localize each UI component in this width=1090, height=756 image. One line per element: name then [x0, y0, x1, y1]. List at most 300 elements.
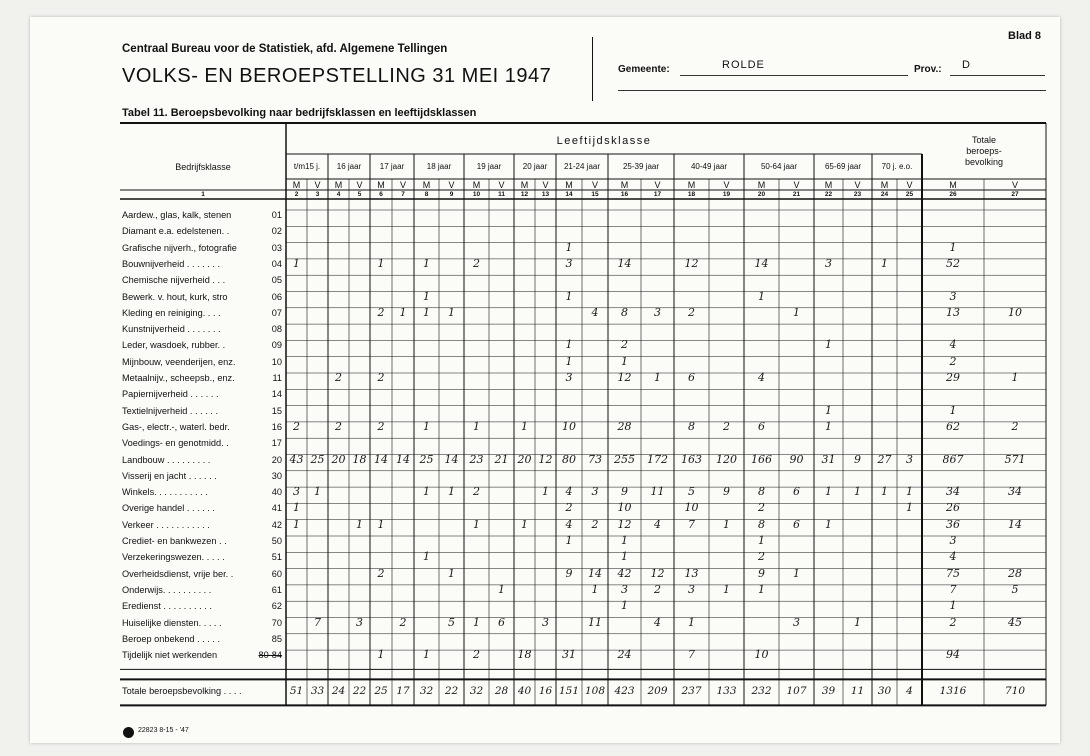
row-code: 41 [271, 503, 282, 514]
sex-header: M [880, 180, 889, 190]
cell-value: 1 [723, 517, 730, 531]
total-value: 25 [374, 685, 388, 698]
row-code: 15 [271, 405, 282, 416]
cell-value: 3 [906, 452, 913, 466]
row-label: Tijdelijk niet werkenden [122, 650, 218, 661]
cell-value: 12 [684, 256, 699, 270]
row-label: Grafische nijverh., fotografie [122, 242, 237, 253]
cell-value: 31 [562, 648, 576, 662]
cell-value: 1 [377, 256, 385, 270]
age-group-header: 18 jaar [426, 162, 452, 171]
row-code: 09 [271, 340, 282, 351]
total-value: 51 [289, 685, 304, 698]
column-number: 27 [1011, 191, 1019, 198]
cell-value: 4 [654, 615, 661, 629]
cell-value: 14 [588, 566, 602, 580]
cell-value: 8 [758, 485, 765, 499]
row-code: 42 [271, 519, 282, 530]
cell-value: 24 [617, 648, 632, 662]
cell-value: 18 [352, 452, 367, 466]
sex-header: M [824, 180, 833, 190]
sex-header: V [793, 180, 800, 190]
cell-value: 1 [565, 240, 573, 254]
column-number: 23 [853, 191, 862, 198]
row-code: 17 [271, 438, 282, 449]
cell-value: 1 [448, 485, 455, 499]
sex-header: M [620, 180, 629, 190]
row-label: Aardew., glas, kalk, stenen [122, 210, 232, 220]
row-code: 16 [271, 421, 282, 432]
cell-value: 2 [723, 419, 730, 433]
row-label: Verkeer . . . . . . . . . . . [122, 519, 210, 530]
cell-value: 1 [949, 403, 957, 417]
column-number: 24 [880, 191, 889, 198]
cell-value: 1 [448, 305, 455, 319]
column-number: 4 [336, 191, 341, 198]
cell-value: 10 [562, 419, 576, 433]
bedrijfsklasse-header: Bedrijfsklasse [175, 162, 231, 172]
cell-value: 7 [688, 648, 695, 662]
cell-value: 90 [789, 452, 804, 466]
leeftijdsklasse-header: Leeftijdsklasse [556, 135, 652, 147]
cell-value: 1 [565, 289, 573, 303]
cell-value: 1 [949, 599, 957, 613]
row-label: Verzekeringswezen. . . . . [122, 552, 225, 563]
cell-value: 73 [588, 452, 602, 466]
cell-value: 2 [377, 566, 385, 580]
cell-value: 166 [751, 452, 772, 466]
blad-number: Blad 8 [1008, 30, 1042, 42]
cell-value: 13 [946, 305, 960, 319]
sex-header: M [377, 180, 385, 190]
cell-value: 5 [448, 615, 455, 629]
cell-value: 6 [758, 419, 765, 433]
form-title: VOLKS- EN BEROEPSTELLING 31 MEI 1947 [122, 65, 552, 87]
row-label: Landbouw . . . . . . . . . [122, 454, 211, 465]
cell-value: 43 [289, 452, 304, 466]
cell-value: 2 [591, 517, 599, 531]
cell-value: 1 [825, 403, 832, 417]
cell-value: 9 [854, 452, 861, 466]
cell-value: 8 [621, 305, 628, 319]
cell-value: 1 [448, 566, 455, 580]
column-number: 13 [541, 191, 550, 198]
total-value: 107 [786, 685, 807, 698]
row-label: Overheidsdienst, vrije ber. . [122, 568, 234, 579]
cell-value: 1 [758, 534, 765, 547]
cell-value: 26 [946, 501, 960, 515]
cell-value: 31 [821, 452, 836, 466]
cell-value: 4 [654, 517, 661, 531]
cell-value: 1 [881, 485, 888, 499]
total-value: 32 [469, 685, 484, 698]
sex-header: V [906, 180, 913, 190]
totale-header: Totale [971, 135, 997, 145]
cell-value: 1 [542, 485, 549, 499]
column-number: 17 [653, 191, 662, 198]
cell-value: 20 [517, 452, 532, 466]
total-value: 423 [614, 685, 635, 698]
cell-value: 2 [377, 419, 385, 433]
cell-value: 2 [758, 501, 765, 515]
cell-value: 1 [825, 485, 832, 499]
row-code: 51 [271, 552, 282, 563]
row-code: 11 [272, 373, 282, 383]
cell-value: 1 [423, 419, 430, 433]
row-label: Onderwijs. . . . . . . . . . [122, 584, 212, 595]
cell-value: 2 [473, 648, 480, 662]
age-group-header: 40-49 jaar [690, 162, 728, 171]
cell-value: 1 [621, 354, 628, 368]
age-group-header: 16 jaar [336, 162, 362, 171]
cell-value: 12 [617, 371, 632, 384]
cell-value: 3 [542, 615, 549, 629]
cell-value: 1 [854, 485, 861, 499]
row-code: 40 [271, 487, 282, 498]
province-value: D [962, 59, 970, 71]
sex-header: V [448, 180, 455, 190]
cell-value: 12 [538, 452, 553, 466]
bureau-name: Centraal Bureau voor de Statistiek, afd. Algemene Tellingen [122, 43, 448, 55]
cell-value: 1 [906, 501, 913, 515]
sex-header: M [565, 180, 573, 190]
cell-value: 80 [562, 452, 576, 466]
cell-value: 94 [946, 648, 960, 662]
cell-value: 14 [1008, 517, 1022, 531]
census-form-sheet [30, 17, 1060, 743]
row-code: 80-84 [258, 650, 282, 661]
column-number: 5 [357, 191, 362, 198]
cell-value: 3 [293, 485, 300, 499]
age-group-header: 19 jaar [476, 162, 502, 171]
cell-value: 6 [793, 517, 800, 531]
age-group-header: 20 jaar [522, 162, 548, 171]
sex-header: M [520, 180, 529, 190]
cell-value: 9 [723, 485, 730, 499]
cell-value: 9 [565, 566, 573, 580]
row-label: Voedings- en genotmidd. . [122, 438, 229, 449]
cell-value: 34 [1008, 485, 1022, 499]
cell-value: 2 [293, 419, 300, 433]
cell-value: 2 [949, 354, 957, 368]
row-label: Chemische nijverheid . . . [122, 275, 226, 286]
cell-value: 6 [498, 615, 505, 629]
cell-value: 7 [688, 517, 695, 531]
cell-value: 1 [1011, 371, 1019, 384]
cell-value: 8 [758, 517, 765, 531]
column-number: 21 [792, 191, 801, 198]
row-code: 62 [271, 601, 282, 612]
column-number: 2 [294, 191, 299, 198]
cell-value: 1 [293, 256, 300, 270]
cell-value: 3 [565, 371, 573, 384]
cell-value: 23 [469, 452, 484, 466]
cell-value: 8 [688, 419, 695, 433]
cell-value: 1 [854, 615, 861, 629]
cell-value: 3 [565, 256, 573, 270]
cell-value: 2 [377, 371, 385, 384]
cell-value: 255 [614, 452, 635, 466]
cell-value: 1 [793, 566, 800, 580]
row-label: Crediet- en bankwezen . . [122, 536, 227, 546]
cell-value: 2 [377, 305, 385, 319]
cell-value: 3 [825, 256, 832, 270]
sex-header: M [687, 180, 696, 190]
row-code: 05 [271, 275, 282, 286]
cell-value: 1 [565, 534, 573, 547]
cell-value: 3 [949, 289, 957, 303]
total-value: 232 [751, 685, 772, 698]
cell-value: 1 [423, 550, 430, 564]
column-number: 8 [424, 191, 429, 198]
cell-value: 1 [825, 517, 832, 531]
cell-value: 20 [331, 452, 346, 466]
total-value: 40 [517, 685, 532, 698]
cell-value: 12 [650, 566, 665, 580]
row-label: Leder, wasdoek, rubber. . [122, 340, 226, 351]
gemeente-value: ROLDE [722, 59, 765, 71]
cell-value: 1 [521, 517, 528, 531]
row-label: Overige handel . . . . . . [122, 503, 215, 514]
cell-value: 4 [591, 305, 599, 319]
age-group-header: 25-39 jaar [622, 162, 660, 171]
row-code: 30 [271, 470, 282, 481]
cell-value: 10 [617, 501, 632, 515]
row-code: 85 [271, 633, 282, 644]
cell-value: 1 [565, 354, 573, 368]
cell-value: 1 [793, 305, 800, 319]
cell-value: 29 [946, 371, 960, 384]
column-number: 26 [949, 191, 957, 198]
cell-value: 1 [881, 256, 888, 270]
total-value: 22 [444, 685, 459, 698]
total-value: 22 [352, 685, 367, 698]
cell-value: 1 [654, 371, 661, 384]
cell-value: 1 [723, 582, 730, 596]
sex-header: M [292, 180, 301, 190]
age-group-header: t/m15 j. [293, 162, 321, 171]
row-code: 07 [271, 307, 282, 318]
column-number: 18 [687, 191, 696, 198]
age-group-header: 65-69 jaar [824, 162, 862, 171]
cell-value: 1 [423, 289, 430, 303]
cell-value: 2 [473, 485, 480, 499]
cell-value: 3 [356, 615, 363, 629]
row-code: 61 [271, 584, 282, 595]
cell-value: 3 [793, 615, 800, 629]
sex-header: M [334, 180, 343, 190]
row-label: Bewerk. v. hout, kurk, stro [122, 291, 228, 302]
cell-value: 1 [423, 648, 430, 662]
row-code: 02 [271, 226, 282, 237]
row-label: Mijnbouw, veenderijen, enz. [122, 356, 236, 367]
row-label: Visserij en jacht . . . . . . [122, 470, 217, 481]
cell-value: 7 [314, 615, 321, 629]
column-number: 6 [379, 191, 383, 198]
cell-value: 1 [565, 338, 573, 352]
cell-value: 2 [399, 615, 407, 629]
table-title: Tabel 11. Beroepsbevolking naar bedrijfsklassen en leeftijdsklassen [122, 107, 477, 119]
cell-value: 1 [293, 517, 300, 531]
cell-value: 120 [716, 452, 737, 466]
total-value: 32 [419, 685, 434, 698]
sex-header: M [422, 180, 431, 190]
column-number: 19 [722, 191, 731, 198]
cell-value: 10 [754, 648, 769, 662]
cell-value: 1 [423, 485, 430, 499]
age-group-header: 50-64 jaar [760, 162, 798, 171]
row-code: 10 [271, 356, 282, 367]
cell-value: 11 [588, 615, 602, 629]
cell-value: 4 [949, 338, 957, 352]
cell-value: 1 [377, 517, 385, 531]
row-code: 20 [271, 454, 282, 465]
cell-value: 52 [946, 256, 960, 270]
total-value: 237 [681, 685, 702, 698]
row-label: Textielnijverheid . . . . . . [122, 405, 218, 416]
cell-value: 1 [423, 256, 430, 270]
total-value: 17 [396, 685, 410, 698]
column-number: 9 [449, 191, 454, 198]
cell-value: 1 [473, 615, 480, 629]
gemeente-label: Gemeente: [618, 64, 670, 75]
column-number: 16 [620, 191, 629, 198]
sex-header: V [498, 180, 505, 190]
cell-value: 14 [374, 452, 388, 466]
total-value: 39 [821, 685, 836, 698]
row-label: Metaalnijv., scheepsb., enz. [122, 373, 235, 383]
cell-value: 3 [688, 582, 695, 596]
age-group-header: 70 j. e.o. [881, 162, 913, 171]
row-label: Winkels. . . . . . . . . . . [122, 487, 208, 498]
cell-value: 1 [293, 501, 300, 515]
column-number: 11 [498, 191, 505, 198]
row-code: 60 [271, 568, 282, 579]
row-label: Diamant e.a. edelstenen. . [122, 226, 230, 237]
cell-value: 34 [946, 485, 960, 499]
row-code: 01 [271, 210, 282, 220]
row-code: 08 [271, 324, 282, 335]
cell-value: 1 [399, 305, 407, 319]
total-value: 33 [310, 685, 325, 698]
cell-value: 1 [949, 240, 957, 254]
total-value: 16 [538, 685, 553, 698]
age-group-header: 21-24 jaar [563, 162, 601, 171]
cell-value: 2 [621, 338, 628, 352]
cell-value: 25 [419, 452, 434, 466]
cell-value: 62 [946, 419, 960, 433]
column-number: 3 [315, 191, 320, 198]
bedrijfsklasse-number: 1 [201, 191, 205, 198]
cell-value: 14 [444, 452, 459, 466]
cell-value: 163 [681, 452, 702, 466]
cell-value: 4 [758, 371, 765, 384]
cell-value: 3 [654, 305, 661, 319]
cell-value: 9 [621, 485, 628, 499]
sex-header: V [542, 180, 549, 190]
row-code: 04 [271, 258, 282, 269]
cell-value: 1 [356, 517, 363, 531]
total-value: 28 [494, 685, 509, 698]
total-value: 133 [716, 685, 737, 698]
total-value: 30 [877, 685, 892, 698]
cell-value: 1 [906, 485, 913, 499]
cell-value: 14 [617, 256, 632, 270]
cell-value: 3 [591, 485, 599, 499]
cell-value: 28 [1008, 566, 1022, 580]
sex-header: V [723, 180, 730, 190]
cell-value: 42 [617, 566, 632, 580]
row-code: 14 [271, 389, 282, 400]
cell-value: 1 [314, 485, 321, 499]
age-group-header: 17 jaar [379, 162, 405, 171]
cell-value: 14 [396, 452, 410, 466]
row-label: Huiselijke diensten. . . . . [122, 617, 222, 628]
cell-value: 9 [758, 566, 765, 580]
cell-value: 25 [310, 452, 325, 466]
cell-value: 45 [1008, 615, 1022, 629]
cell-value: 13 [684, 566, 699, 580]
totale-header: beroeps- [966, 146, 1002, 156]
column-number: 20 [757, 191, 766, 198]
cell-value: 10 [684, 501, 699, 515]
row-label: Kunstnijverheid . . . . . . . [122, 324, 221, 335]
row-label: Papiernijverheid . . . . . . [122, 389, 219, 400]
cell-value: 3 [949, 534, 957, 547]
sex-header: M [757, 180, 766, 190]
sex-header: V [356, 180, 363, 190]
cell-value: 2 [688, 305, 695, 319]
total-row-label: Totale beroepsbevolking . . . . [122, 686, 242, 697]
row-code: 70 [271, 617, 282, 628]
cell-value: 571 [1004, 452, 1026, 466]
row-label: Kleding en reiniging. . . . [122, 307, 221, 318]
cell-value: 1 [825, 338, 832, 352]
cell-value: 1 [688, 615, 695, 629]
column-number: 7 [401, 191, 405, 198]
cell-value: 4 [565, 517, 573, 531]
cell-value: 2 [335, 419, 342, 433]
cell-value: 11 [650, 485, 665, 499]
cell-value: 3 [621, 582, 628, 596]
column-number: 15 [591, 191, 599, 198]
sex-header: M [949, 180, 957, 190]
cell-value: 1 [621, 534, 628, 547]
cell-value: 867 [942, 452, 964, 466]
cell-value: 1 [591, 582, 599, 596]
sex-header: V [591, 180, 599, 190]
cell-value: 1 [423, 305, 430, 319]
cell-value: 4 [565, 485, 573, 499]
cell-value: 2 [565, 501, 573, 515]
sex-header: V [1011, 180, 1019, 190]
cell-value: 36 [946, 517, 960, 531]
row-label: Bouwnijverheid . . . . . . . [122, 258, 221, 269]
cell-value: 21 [494, 452, 509, 466]
cell-value: 18 [517, 648, 532, 662]
sex-header: V [654, 180, 661, 190]
total-value: 11 [850, 685, 865, 698]
cell-value: 27 [877, 452, 892, 466]
cell-value: 6 [688, 371, 695, 384]
row-code: 06 [271, 291, 282, 302]
cell-value: 2 [758, 550, 765, 564]
cell-value: 1 [621, 550, 628, 564]
cell-value: 1 [758, 289, 765, 303]
cell-value: 2 [654, 582, 661, 596]
cell-value: 12 [617, 517, 632, 531]
row-code: 50 [271, 536, 282, 546]
